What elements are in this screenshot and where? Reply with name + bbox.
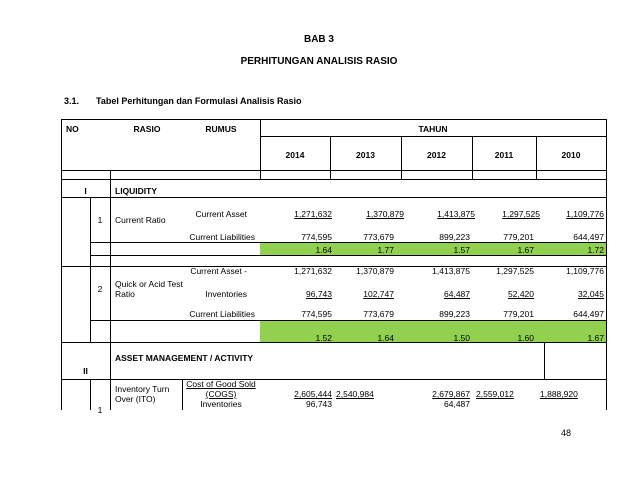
quick-ratio-sub-label: Inventories [205,289,247,299]
ito-denominator-label: Inventories [200,399,242,409]
header-year: 2012 [427,150,446,160]
current-asset-value: 1,109,776 [566,209,604,219]
header-rasio: RASIO [133,124,161,134]
current-liabilities-value: 773,679 [363,232,394,242]
group-roman-ii: II [83,366,88,376]
current-ratio-result: 1.57 [453,245,470,255]
current-ratio-name: Current Ratio [115,215,166,225]
ito-inventories-value: 64,487 [444,399,470,409]
page-number: 48 [561,428,572,438]
ito-cogs-value: 2,605,444 [294,389,332,399]
current-asset-value: 1,370,879 [366,209,404,219]
group-title-liquidity: LIQUIDITY [115,186,158,196]
quick-current-asset-value: 1,109,776 [566,266,604,276]
header-no: NO [66,124,79,134]
quick-liabilities-value: 779,201 [503,309,534,319]
current-asset-value: 1,413,875 [437,209,475,219]
quick-current-asset-value: 1,370,879 [356,266,394,276]
current-ratio-result: 1.77 [377,245,394,255]
quick-inventories-value: 64,487 [444,289,470,299]
current-ratio-result: 1.72 [587,245,604,255]
current-ratio-no: 1 [97,215,103,225]
current-asset-value: 1,297,525 [502,209,540,219]
quick-current-asset-value: 1,271,632 [294,266,332,276]
ito-cogs-value: 2,559,012 [476,389,514,399]
quick-inventories-value: 102,747 [363,289,394,299]
current-ratio-result: 1.64 [315,245,332,255]
ito-cogs-value: 2,540,984 [336,389,374,399]
current-liabilities-value: 644,497 [573,232,604,242]
quick-ratio-numerator-label: Current Asset - [190,266,247,276]
ito-numerator-label: Cost of Good Sold [186,379,256,389]
header-year: 2014 [285,150,305,160]
current-ratio-numerator-label: Current Asset [195,209,247,219]
current-liabilities-value: 779,201 [503,232,534,242]
header-year: 2013 [356,150,375,160]
quick-liabilities-value: 773,679 [363,309,394,319]
quick-ratio-result: 1.52 [315,333,332,343]
quick-current-asset-value: 1,413,875 [432,266,470,276]
quick-inventories-value: 52,420 [508,289,534,299]
quick-ratio-name: Quick or Acid Test [115,279,183,289]
header-year: 2011 [494,150,514,160]
quick-liabilities-value: 774,595 [301,309,332,319]
page-title: PERHITUNGAN ANALISIS RASIO [240,56,398,67]
section-number: 3.1. [64,96,80,106]
current-asset-value: 1,271,632 [294,209,332,219]
quick-ratio-result: 1.64 [377,333,394,343]
ito-name: Inventory Turn [115,384,170,394]
quick-inventories-value: 32,045 [578,289,604,299]
quick-liabilities-value: 899,223 [439,309,470,319]
header-tahun: TAHUN [418,124,448,134]
group-roman-i: I [84,186,87,196]
quick-liabilities-value: 644,497 [573,309,604,319]
header-rumus: RUMUS [205,124,237,134]
ito-no: 1 [97,405,103,415]
section-title: Tabel Perhitungan dan Formulasi Analisis Rasio [96,96,302,106]
ito-inventories-value: 96,743 [306,399,332,409]
group-title-asset-management: ASSET MANAGEMENT / ACTIVITY [115,353,254,363]
current-ratio-result: 1.67 [517,245,534,255]
current-liabilities-value: 899,223 [439,232,470,242]
quick-ratio-no: 2 [97,284,103,294]
current-ratio-denominator-label: Current Liabilities [189,232,255,242]
ito-numerator-label: (COGS) [205,389,237,399]
chapter-heading: BAB 3 [303,34,334,45]
quick-ratio-result: 1.50 [453,333,470,343]
quick-current-asset-value: 1,297,525 [496,266,534,276]
current-liabilities-value: 774,595 [301,232,332,242]
header-year: 2010 [561,150,581,160]
quick-ratio-result: 1.67 [587,333,604,343]
quick-ratio-result: 1.60 [517,333,534,343]
ito-cogs-value: 2,679,867 [432,389,470,399]
quick-ratio-name: Ratio [115,289,135,299]
quick-ratio-denominator-label: Current Liabilities [189,309,255,319]
quick-inventories-value: 96,743 [306,289,332,299]
ito-cogs-value: 1,888,920 [540,389,578,399]
ito-name: Over (ITO) [115,394,156,404]
